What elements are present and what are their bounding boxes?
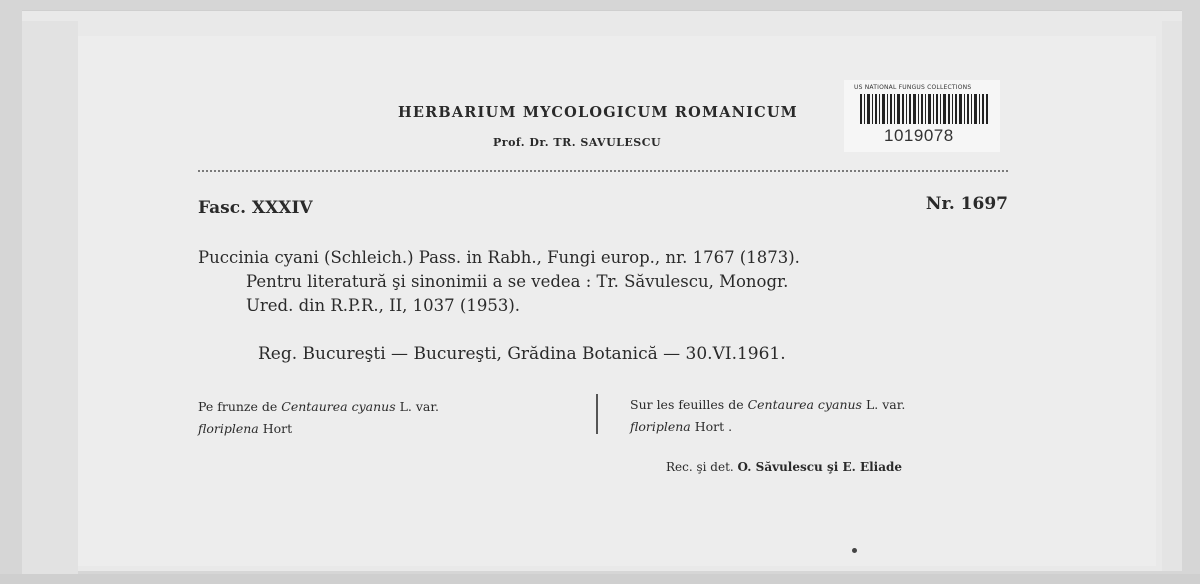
host-suffix-fr: L. var. — [865, 397, 906, 412]
herbarium-director: Prof. Dr. TR. SAVULESCU — [493, 136, 662, 149]
ink-dot — [852, 548, 857, 553]
barcode-icon — [860, 94, 990, 124]
host-taxon-ro: Centaurea cyanus — [281, 399, 396, 414]
collectors-names: O. Săvulescu şi E. Eliade — [737, 460, 903, 474]
herbarium-label — [78, 36, 1156, 566]
host-prefix-fr: Sur les feuilles de — [630, 397, 744, 412]
host-romanian — [198, 396, 439, 440]
fascicle-number: Fasc. XXXIV — [198, 198, 313, 218]
species-authority: (Schleich.) Pass. in Rabh., Fungi europ., nr. 1767 (1873). — [324, 248, 800, 267]
envelope-edge — [1162, 21, 1182, 571]
host-variety-author-ro: Hort — [262, 421, 293, 436]
column-divider — [596, 394, 598, 434]
locality-date: Reg. Bucureşti — Bucureşti, Grădina Botanică — 30.VI.1961. — [258, 344, 786, 364]
barcode-caption: US NATIONAL FUNGUS COLLECTIONS — [854, 84, 972, 91]
collectors-line — [666, 460, 902, 474]
species-name: Puccinia cyani — [198, 248, 319, 267]
barcode-label — [844, 80, 1000, 152]
monograph-reference: Ured. din R.P.R., II, 1037 (1953). — [246, 296, 521, 315]
collectors-prefix: Rec. şi det. — [666, 460, 734, 474]
catalog-number: 1019078 — [884, 126, 954, 145]
host-taxon-fr: Centaurea cyanus — [747, 397, 862, 412]
species-citation — [198, 246, 800, 318]
host-prefix-ro: Pe frunze de — [198, 399, 278, 414]
herbarium-title: HERBARIUM MYCOLOGICUM ROMANICUM — [398, 104, 798, 121]
literature-reference: Pentru literatură şi sinonimii a se vedea : Tr. Săvulescu, Monogr. — [246, 272, 789, 291]
background-edge — [0, 574, 1200, 584]
host-variety-ro: floriplena — [198, 421, 259, 436]
host-variety-fr: floriplena — [630, 419, 691, 434]
host-french — [630, 394, 905, 438]
exsiccata-number: Nr. 1697 — [925, 194, 1008, 214]
host-variety-author-fr: Hort . — [694, 419, 733, 434]
label-content — [198, 36, 1014, 556]
envelope-flap — [22, 21, 78, 576]
header-divider — [198, 170, 1008, 172]
host-suffix-ro: L. var. — [399, 399, 439, 414]
